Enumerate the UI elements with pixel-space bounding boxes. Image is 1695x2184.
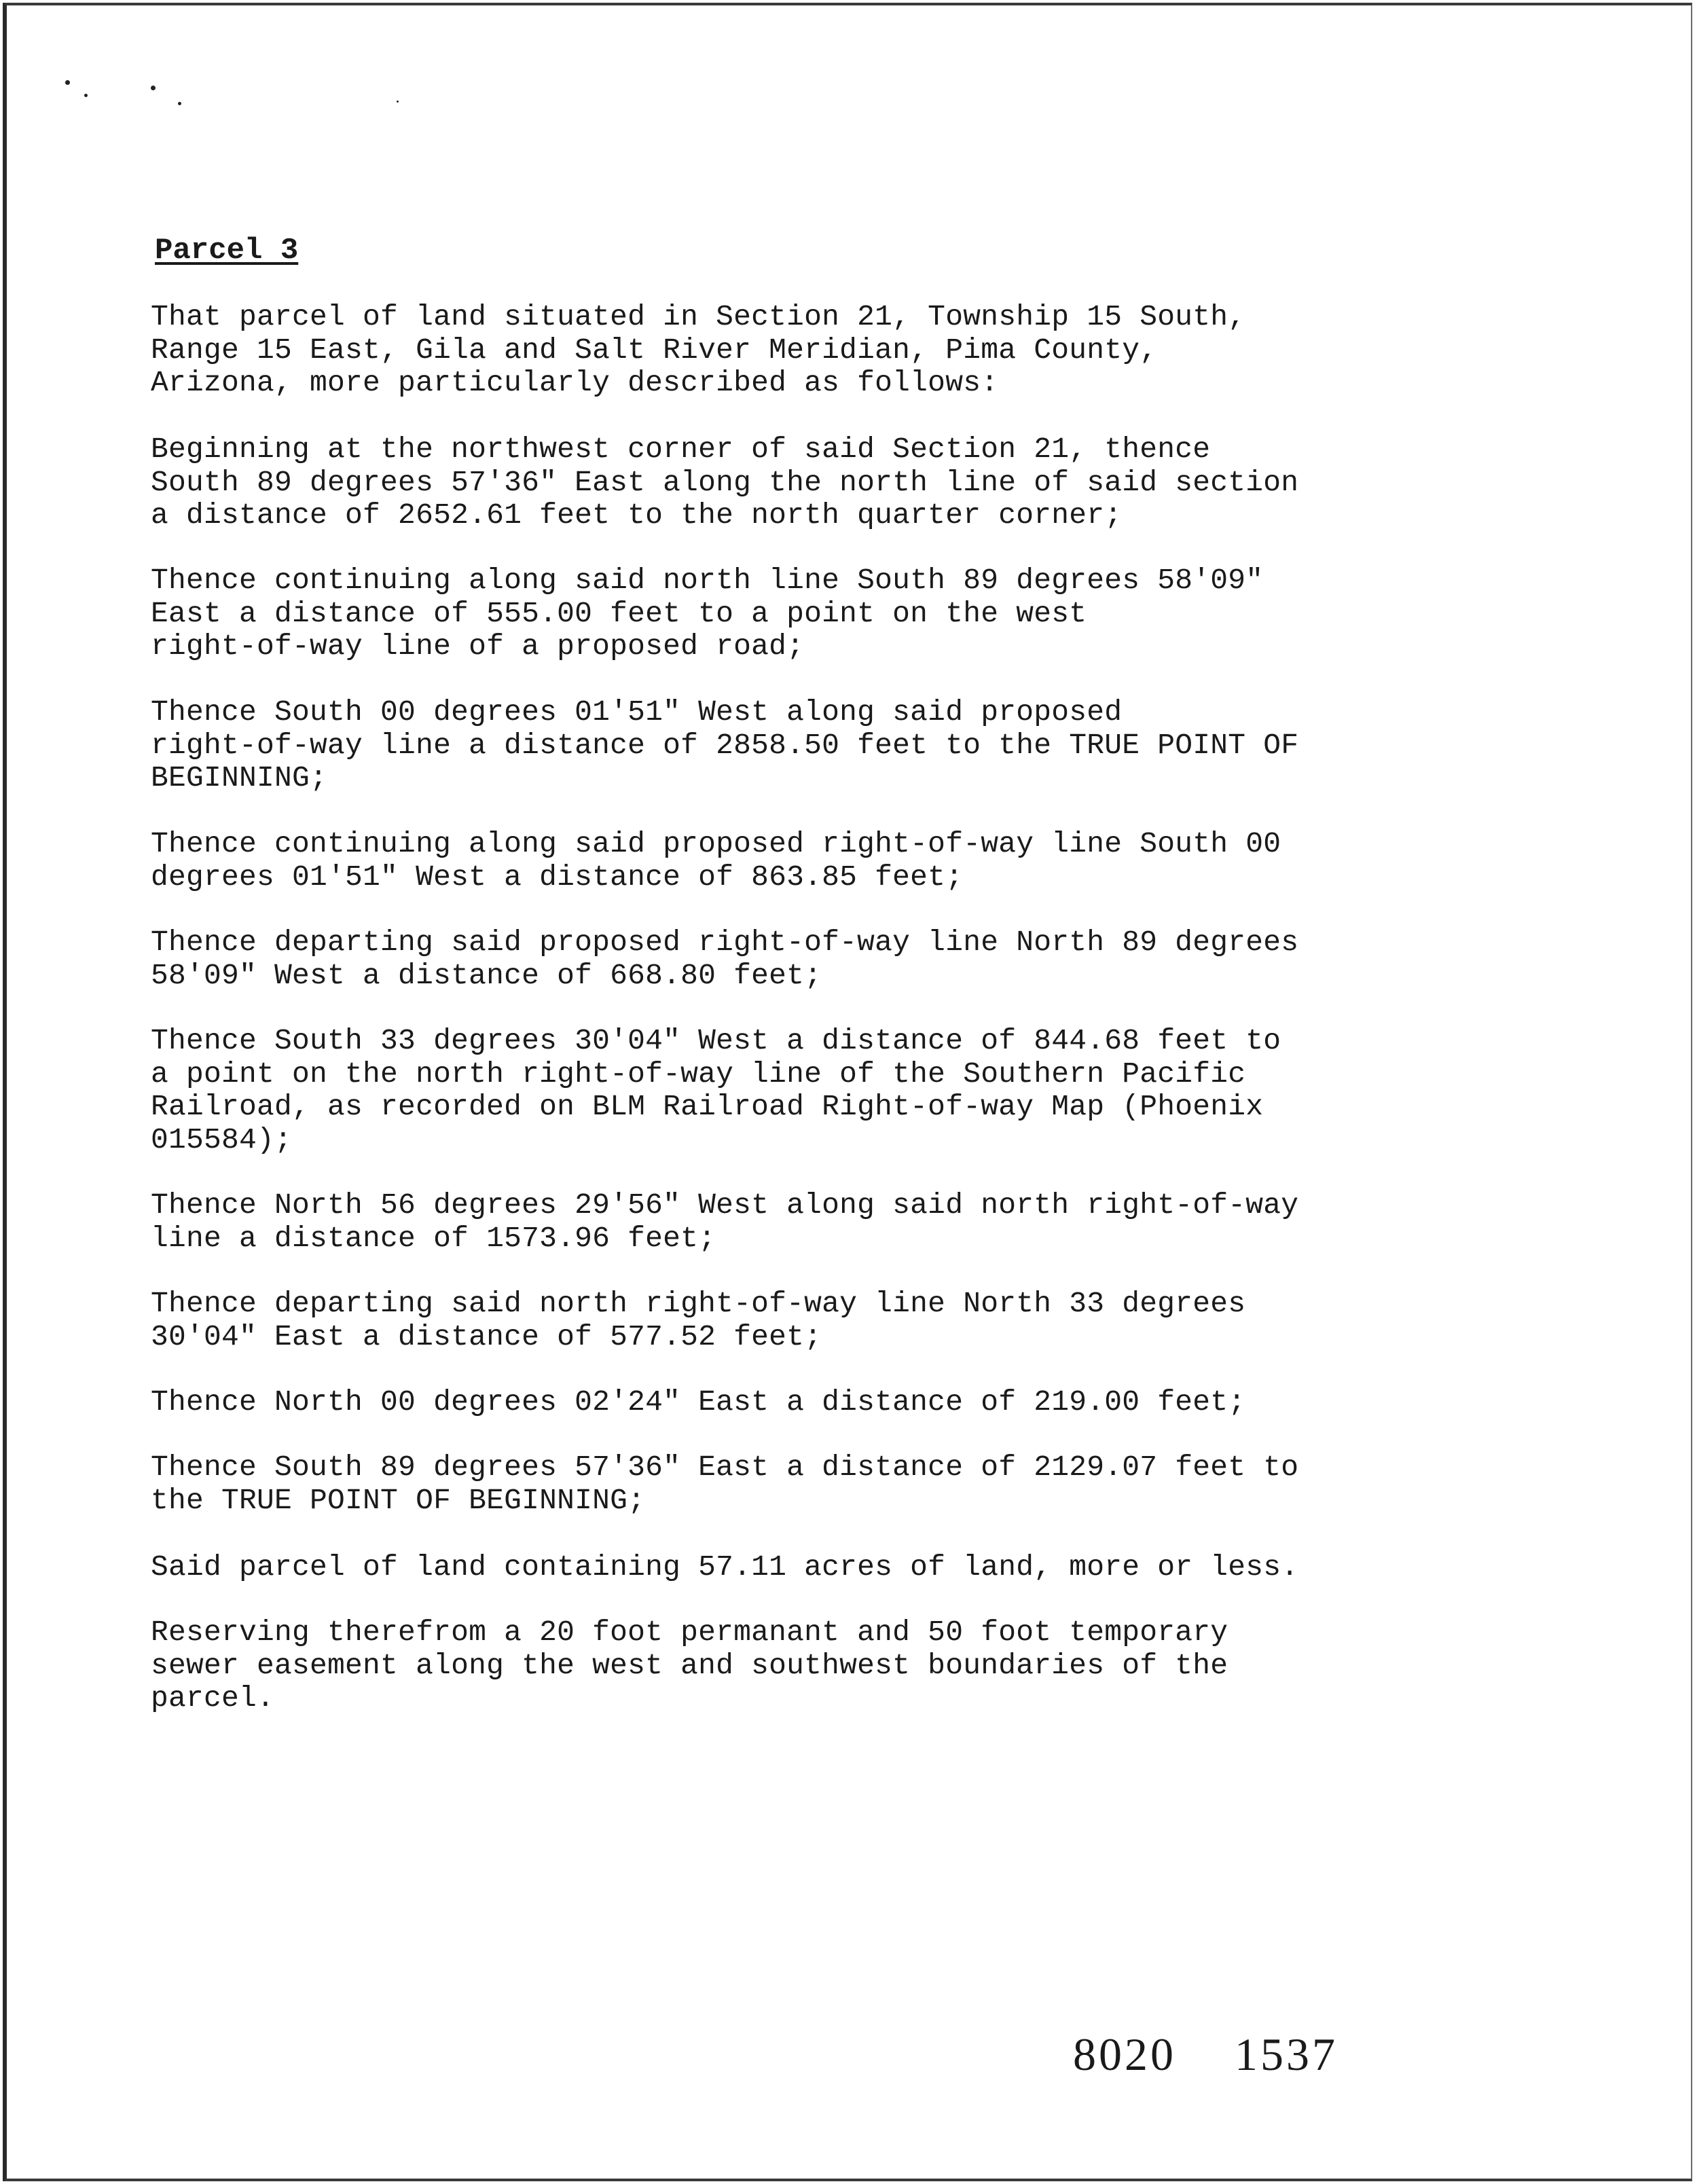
paragraph-course: Thence North 56 degrees 29'56" West along said north right-of-way line a distance of 1573.96 feet; [151, 1188, 1299, 1255]
document-number-left: 8020 [1073, 2028, 1176, 2080]
document-number-right: 1537 [1235, 2028, 1338, 2080]
scan-speck [151, 86, 156, 90]
paragraph-course: Thence South 00 degrees 01'51" West along said proposed right-of-way line a distance of 2858.50 feet to the TRUE POINT OF BEGINNING; [151, 695, 1299, 795]
paragraph-course: Thence departing said proposed right-of-way line North 89 degrees 58'09" West a distance of 668.80 feet; [151, 926, 1299, 992]
scan-speck [397, 101, 399, 103]
paragraph-intro: That parcel of land situated in Section 21, Township 15 South, Range 15 East, Gila and Salt River Meridian, Pima County, Arizona, more particularly described as follows: [151, 300, 1246, 399]
parcel-title: Parcel 3 [155, 234, 299, 268]
paragraph-course: Thence South 89 degrees 57'36" East a distance of 2129.07 feet to the TRUE POINT OF BEGINNING; [151, 1451, 1299, 1517]
scan-speck [65, 80, 70, 85]
scan-speck [178, 102, 181, 105]
scan-speck [84, 94, 88, 97]
paragraph-acreage: Said parcel of land containing 57.11 acres of land, more or less. [151, 1550, 1299, 1584]
paragraph-course: Thence continuing along said proposed right-of-way line South 00 degrees 01'51" West a distance of 863.85 feet; [151, 827, 1281, 894]
paragraph-course: Thence departing said north right-of-way line North 33 degrees 30'04" East a distance of 577.52 feet; [151, 1287, 1246, 1353]
paragraph-beginning: Beginning at the northwest corner of said Section 21, thence South 89 degrees 57'36" East along the north line of said section a distance of 2652.61 feet to the north quarter corner; [151, 433, 1299, 532]
paragraph-easement: Reserving therefrom a 20 foot permanant and 50 foot temporary sewer easement along the west and southwest boundaries of the parcel. [151, 1616, 1228, 1715]
paragraph-course: Thence North 00 degrees 02'24" East a distance of 219.00 feet; [151, 1385, 1246, 1419]
paragraph-course: Thence continuing along said north line South 89 degrees 58'09" East a distance of 555.00 feet to a point on the west right-of-way line of a proposed road; [151, 564, 1264, 663]
paragraph-course: Thence South 33 degrees 30'04" West a distance of 844.68 feet to a point on the north right-of-way line of the Southern Pacific Railroad, as recorded on BLM Railroad Right-of-way Map (Phoenix 015584); [151, 1024, 1281, 1157]
